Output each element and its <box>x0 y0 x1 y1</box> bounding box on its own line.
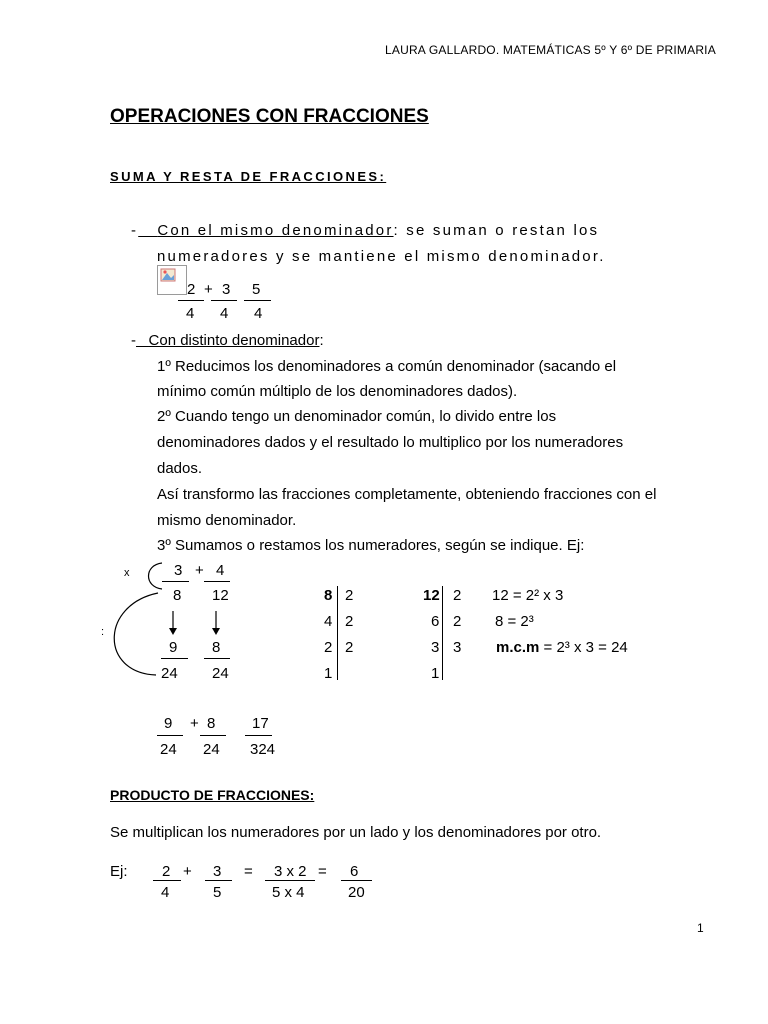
bullet-same-denominator <box>131 222 599 239</box>
decomp12-left-2: 3 <box>431 639 440 656</box>
mcm-value: = 2³ x 3 = 24 <box>539 639 628 656</box>
diff-denominator-colon: : <box>319 332 324 349</box>
producto-text: Se multiplican los numeradores por un lado y los denominadores por otro. <box>110 824 602 841</box>
ex2-result-num2: 8 <box>212 639 221 656</box>
sum-bar-1 <box>157 735 183 736</box>
ex2-result-den1: 24 <box>161 665 178 682</box>
ex1-den2: 4 <box>220 305 229 322</box>
diff-den-line-3: 2º Cuando tengo un denominador común, lo divido entre los <box>157 408 557 425</box>
diff-denominator-label: Con distinto denominador <box>148 332 320 349</box>
ex1-den1: 4 <box>186 305 195 322</box>
sum-den3: 324 <box>250 741 276 758</box>
sum-num2: 8 <box>207 715 216 732</box>
producto-bar-4 <box>341 880 372 881</box>
mcm-result <box>496 639 628 656</box>
broken-image-icon <box>157 265 187 295</box>
same-denominator-label: Con el mismo denominador <box>157 222 394 239</box>
diff-den-line-2: mínimo común múltiplo de los denominadores dados). <box>157 383 518 400</box>
decomp12-left-1: 6 <box>431 613 440 630</box>
producto-eq1: = <box>244 863 253 880</box>
bullet-dash: - <box>131 222 139 239</box>
factorization-8: 8 = 2³ <box>495 613 534 630</box>
ex2-plus: + <box>195 562 204 579</box>
producto-bar-3 <box>265 880 315 881</box>
ex2-bar-2 <box>204 581 230 582</box>
sum-num3: 17 <box>252 715 269 732</box>
decomp12-right-0: 2 <box>453 587 462 604</box>
decomp8-left-3: 1 <box>324 665 333 682</box>
decomp12-divider <box>442 586 443 680</box>
page-number: 1 <box>697 921 704 935</box>
producto-den1: 4 <box>161 884 170 901</box>
ex2-num1: 3 <box>174 562 183 579</box>
sum-bar-2 <box>200 735 226 736</box>
sum-num1: 9 <box>164 715 173 732</box>
decomp8-divider <box>337 586 338 680</box>
same-denominator-text-line2: numeradores y se mantiene el mismo denominador. <box>157 248 606 265</box>
decomp8-right-0: 2 <box>345 587 354 604</box>
sum-den1: 24 <box>160 741 177 758</box>
multiply-x-label: x <box>124 567 130 579</box>
factorization-12: 12 = 2² x 3 <box>492 587 564 604</box>
diff-den-line-4: denominadores dados y el resultado lo multiplico por los numeradores <box>157 434 624 451</box>
decomp12-left-3: 1 <box>431 665 440 682</box>
decomp8-left-0: 8 <box>324 587 333 604</box>
decomp12-left-0: 12 <box>423 587 440 604</box>
producto-eq2: = <box>318 863 327 880</box>
ex2-bar-1 <box>162 581 189 582</box>
decomp8-right-1: 2 <box>345 613 354 630</box>
producto-num3: 3 x 2 <box>274 863 307 880</box>
ex1-fraction-bar-1 <box>178 300 204 301</box>
diff-den-line-8: 3º Sumamos o restamos los numeradores, según se indique. Ej: <box>157 537 585 554</box>
diff-den-line-6: Así transformo las fracciones completamente, obteniendo fracciones con el <box>157 486 657 503</box>
ex1-num2: 3 <box>222 281 231 298</box>
ex1-num1: 2 <box>187 281 196 298</box>
page-header: LAURA GALLARDO. MATEMÁTICAS 5º Y 6º DE PRIMARIA <box>385 43 716 57</box>
divide-label: : <box>101 626 105 638</box>
producto-op: + <box>183 863 192 880</box>
ex1-plus: + <box>204 281 213 298</box>
decomp12-right-2: 3 <box>453 639 462 656</box>
bullet-diff-denominator <box>131 332 324 349</box>
producto-num1: 2 <box>162 863 171 880</box>
ex2-result-bar-1 <box>161 658 188 659</box>
ex2-den2: 12 <box>212 587 229 604</box>
same-denominator-text: : se suman o restan los <box>393 222 600 239</box>
section-heading-suma-resta: SUMA Y RESTA DE FRACCIONES: <box>110 169 387 184</box>
sum-bar-3 <box>245 735 272 736</box>
ex2-result-num1: 9 <box>169 639 178 656</box>
producto-ex-label: Ej: <box>110 863 128 880</box>
ex1-fraction-bar-3 <box>244 300 271 301</box>
bullet-dash: - <box>131 332 136 349</box>
ex2-result-bar-2 <box>204 658 230 659</box>
sum-plus: + <box>190 715 199 732</box>
diff-den-line-7: mismo denominador. <box>157 512 297 529</box>
producto-den3: 5 x 4 <box>272 884 305 901</box>
decomp12-right-1: 2 <box>453 613 462 630</box>
sum-den2: 24 <box>203 741 220 758</box>
producto-den2: 5 <box>213 884 222 901</box>
diff-den-line-1: 1º Reducimos los denominadores a común denominador (sacando el <box>157 358 617 375</box>
page-title: OPERACIONES CON FRACCIONES <box>110 106 429 127</box>
producto-den4: 20 <box>348 884 365 901</box>
ex1-num3: 5 <box>252 281 261 298</box>
producto-bar-2 <box>205 880 232 881</box>
ex2-result-den2: 24 <box>212 665 229 682</box>
ex2-num2: 4 <box>216 562 225 579</box>
producto-num2: 3 <box>213 863 222 880</box>
decomp8-left-1: 4 <box>324 613 333 630</box>
diff-den-line-5: dados. <box>157 460 203 477</box>
ex1-fraction-bar-2 <box>211 300 237 301</box>
decomp8-left-2: 2 <box>324 639 333 656</box>
ex2-den1: 8 <box>173 587 182 604</box>
decomp8-right-2: 2 <box>345 639 354 656</box>
producto-bar-1 <box>153 880 181 881</box>
section-heading-producto: PRODUCTO DE FRACCIONES: <box>110 787 315 803</box>
mcm-label: m.c.m <box>496 639 540 656</box>
producto-num4: 6 <box>350 863 359 880</box>
ex1-den3: 4 <box>254 305 263 322</box>
